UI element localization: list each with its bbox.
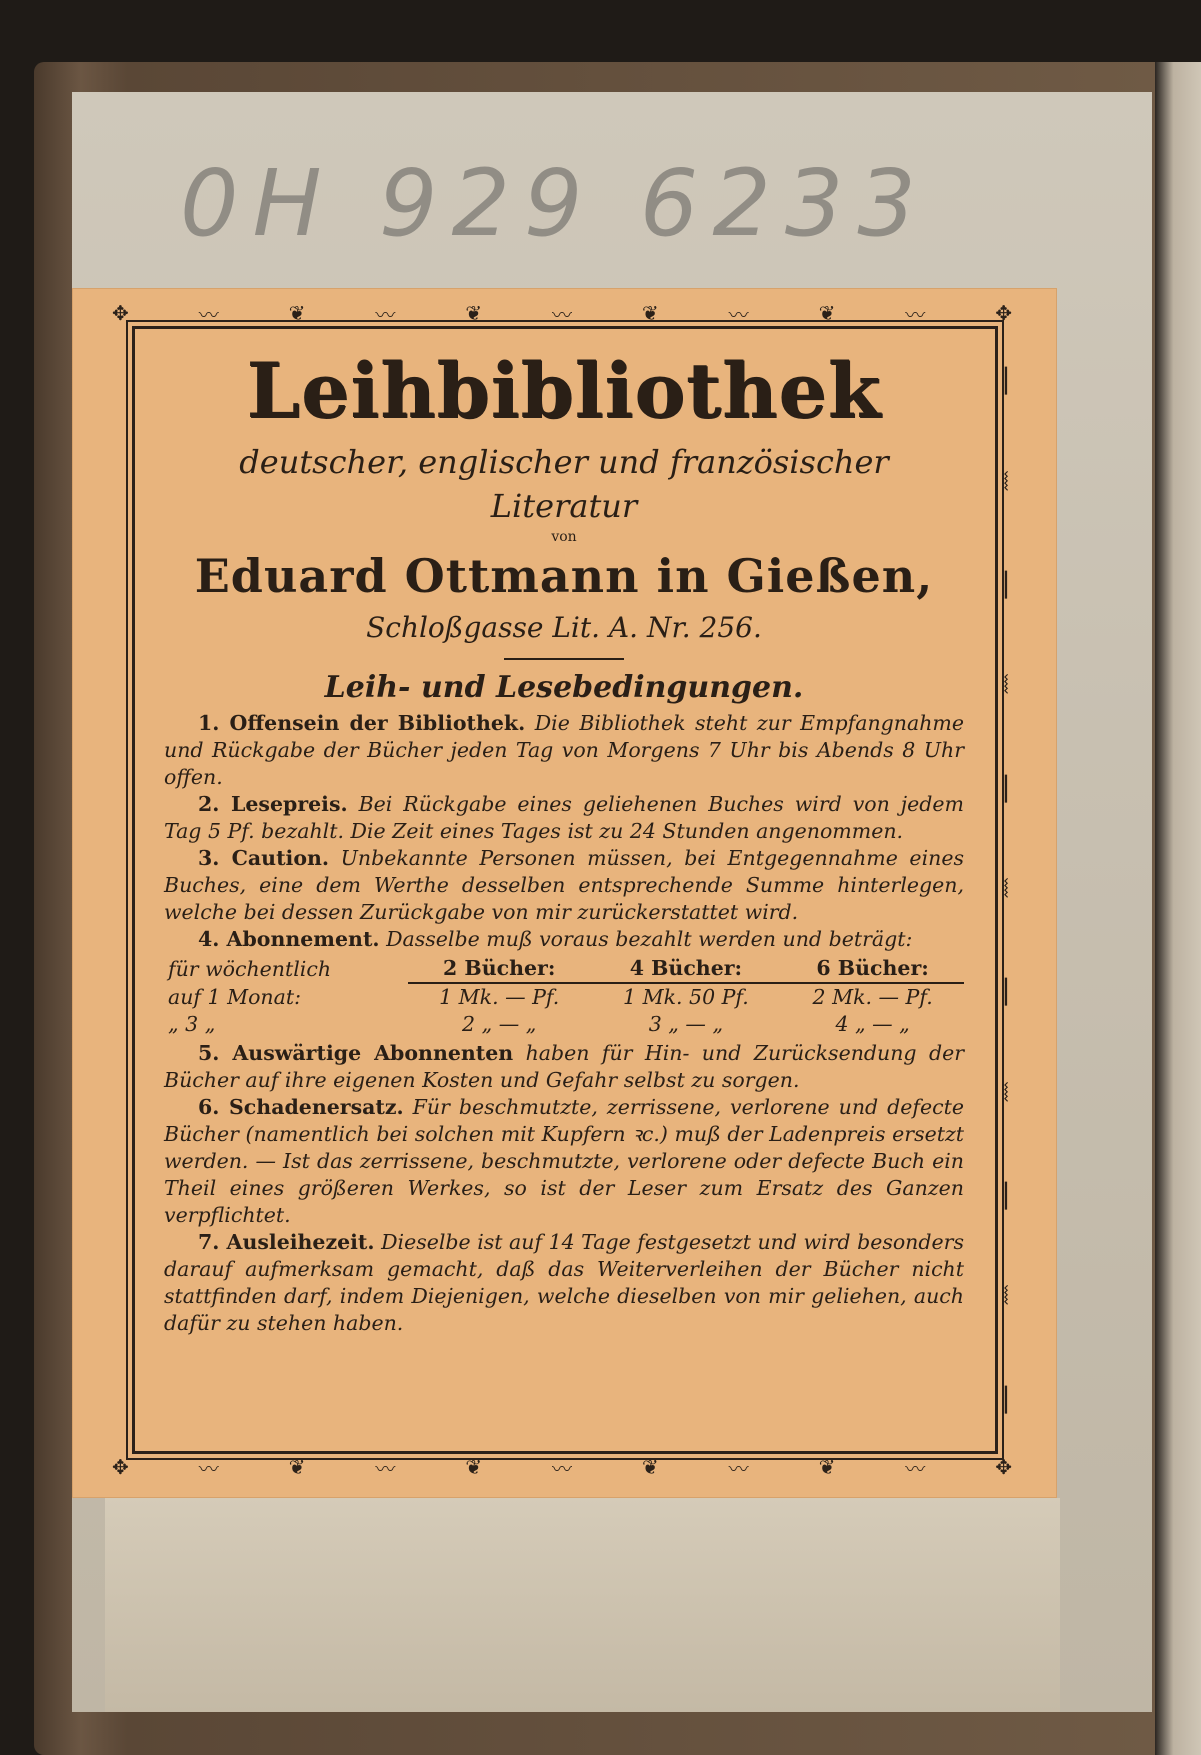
- rule-7: [164, 1229, 964, 1337]
- abonnement-table: [164, 955, 964, 1038]
- rule-text: Bei Rückgabe eines geliehenen Buches wird von jedem Tag 5 Pf. bezahlt. Die Zeit eines Tages ist zu 24 Stunden angenommen.: [164, 792, 964, 843]
- von-text: von: [551, 529, 577, 545]
- rule-text: Dieselbe ist auf 14 Tage festgesetzt und wird besonders darauf aufmerksam gemacht, daß das Weiterverleihen der Bücher nicht stattfinden darf, indem Diejenigen, welche dieselben von mir geliehen, auch dafür zu stehen haben.: [164, 1230, 964, 1335]
- table-header: 2 Bücher:: [408, 955, 591, 983]
- owner-name: Eduard Ottmann in Gießen,: [194, 549, 934, 603]
- table-header: 4 Bücher:: [591, 955, 782, 983]
- rule-1: [164, 710, 964, 791]
- rule-3: [164, 845, 964, 926]
- rule-6: [164, 1094, 964, 1229]
- ornament-bottom: ✥ 〰 ❦ 〰 ❦ 〰 ❦ 〰 ❦ 〰 ✥: [112, 1455, 1012, 1481]
- table-cell: auf 1 Monat:: [168, 985, 301, 1009]
- table-header-row: [164, 955, 964, 983]
- rule-label: 3. Caution.: [198, 846, 330, 870]
- divider: [504, 658, 624, 660]
- table-cell: „ 3 „: [168, 1012, 216, 1036]
- table-cell: 2 „ — „: [462, 1012, 537, 1036]
- table-row: [164, 983, 964, 1011]
- rule-text: haben für Hin- und Zurücksendung der Bücher auf ihre eigenen Kosten und Gefahr selbst zu sorgen.: [164, 1041, 964, 1092]
- table-cell: 1 Mk. 50 Pf.: [623, 985, 749, 1009]
- table-cell: 3 „ — „: [648, 1012, 724, 1036]
- rule-text: Unbekannte Personen müssen, bei Entgegennahme eines Buches, eine dem Werthe desselben entsprechende Summe hinterlegen, welche bei dessen Zurückgabe von mir zurückerstattet wird.: [164, 846, 964, 924]
- table-row: [164, 1011, 964, 1038]
- owner-address: Schloßgasse Lit. A. Nr. 256.: [366, 611, 762, 644]
- ornament-top: ✥ 〰 ❦ 〰 ❦ 〰 ❦ 〰 ❦ 〰 ✥: [112, 301, 1012, 327]
- rule-label: 5. Auswärtige Abonnenten: [198, 1041, 514, 1065]
- rule-text: Die Bibliothek steht zur Empfangnahme und Rückgabe der Bücher jeden Tag von Morgens 7 Uhr bis Abends 8 Uhr offen.: [164, 711, 964, 789]
- pastedown-lower-strip: [105, 1498, 1060, 1712]
- ornament-right: ❘ ⧙ ❘ ⧙ ❘ ⧙ ❘ ⧙ ❘ ⧙ ❘: [994, 362, 1018, 1414]
- rule-text: Dasselbe muß voraus bezahlt werden und beträgt:: [386, 927, 913, 951]
- table-cell: 1 Mk. — Pf.: [439, 985, 560, 1009]
- conditions-heading: Leih- und Lesebedingungen.: [324, 670, 804, 705]
- library-label: [72, 288, 1057, 1498]
- table-cell: für wöchentlich: [168, 957, 332, 981]
- rule-4: [164, 926, 964, 953]
- rule-5: [164, 1040, 964, 1094]
- rule-label: 2. Lesepreis.: [198, 792, 348, 816]
- ornament-left: ❘ ⧘ ❘ ⧘ ❘ ⧘ ❘ ⧘ ❘ ⧘ ❘: [116, 362, 140, 1414]
- rule-label: 7. Ausleihezeit.: [198, 1230, 375, 1254]
- rule-text: Für beschmutzte, zerrissene, verlorene und defecte Bücher (namentlich bei solchen mit Kupfern ꝛc.) muß der Ladenpreis ersetzt werden. — Ist das zerrissene, beschmutzte, verlorene oder defecte Buch ein Theil eines größeren Werkes, so ist der Leser zum Ersatz des Ganzen verpflichtet.: [164, 1095, 964, 1227]
- rule-label: 1. Offensein der Bibliothek.: [198, 711, 526, 735]
- library-title: Leihbibliothek: [246, 346, 882, 435]
- shelfmark-handwritten: 0H 929 6233: [180, 150, 930, 257]
- rule-label: 6. Schadenersatz.: [198, 1095, 404, 1119]
- library-subtitle: deutscher, englischer und französischer Literatur: [239, 443, 889, 525]
- rule-label: 4. Abonnement.: [198, 927, 380, 951]
- rule-2: [164, 791, 964, 845]
- table-cell: 4 „ — „: [835, 1012, 910, 1036]
- table-cell: 2 Mk. — Pf.: [812, 985, 933, 1009]
- book-spine-gap: [1155, 62, 1201, 1755]
- label-content: [164, 340, 964, 1337]
- table-header: 6 Bücher:: [781, 955, 964, 983]
